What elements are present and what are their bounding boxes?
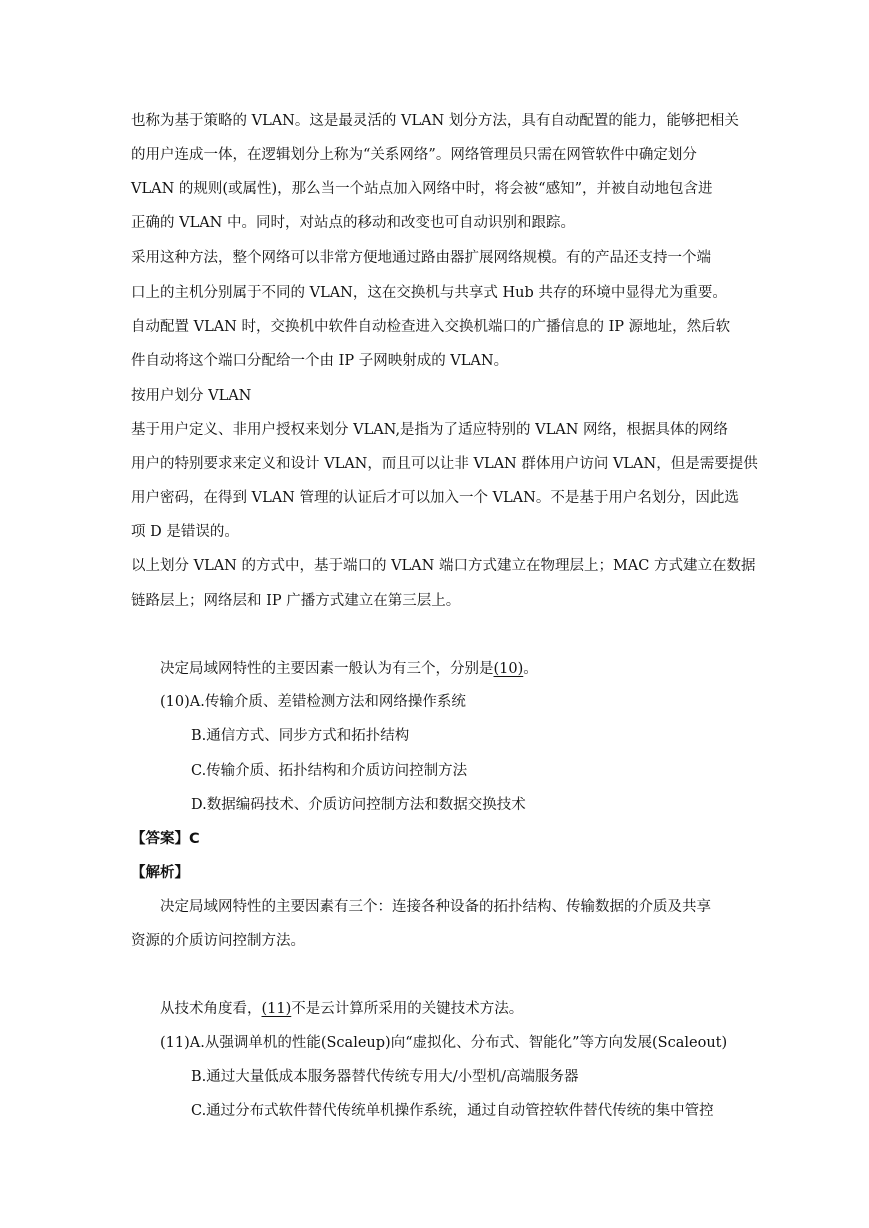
text-line: 链路层上；网络层和 IP 广播方式建立在第三层上。 [131, 593, 461, 609]
text-line: 项 D 是错误的。 [131, 524, 239, 540]
option-a: (10)A.传输介质、差错检测方法和网络操作系统 [160, 694, 466, 710]
text-line: 采用这种方法，整个网络可以非常方便地通过路由器扩展网络规模。有的产品还支持一个端 [131, 250, 711, 266]
analysis-text: 资源的介质访问控制方法。 [131, 933, 305, 949]
answer-label: 【答案】C [131, 831, 200, 847]
text-line: 件自动将这个端口分配给一个由 IP 子网映射成的 VLAN。 [131, 353, 509, 369]
question-stem-text: 从技术角度看， [160, 1001, 262, 1017]
analysis-label: 【解析】 [131, 865, 189, 881]
question-stem-text: 决定局域网特性的主要因素一般认为有三个，分别是 [160, 661, 494, 677]
text-line: 基于用户定义、非用户授权来划分 VLAN,是指为了适应特别的 VLAN 网络，根据具体的网络 [131, 422, 729, 438]
question-stem-end: 。 [523, 661, 538, 677]
question-stem-end: 不是云计算所采用的关键技术方法。 [291, 1001, 524, 1017]
option-c: C.通过分布式软件替代传统单机操作系统，通过自动管控软件替代传统的集中管控 [191, 1103, 714, 1119]
text-line: 正确的 VLAN 中。同时，对站点的移动和改变也可自动识别和跟踪。 [131, 215, 575, 231]
text-line: 的用户连成一体，在逻辑划分上称为“关系网络”。网络管理员只需在网管软件中确定划分 [131, 147, 697, 163]
text-line: VLAN 的规则(或属性)，那么当一个站点加入网络中时，将会被“感知”，并被自动地包含进 [131, 181, 713, 197]
option-b: B.通过大量低成本服务器替代传统专用大/小型机/高端服务器 [191, 1069, 579, 1085]
text-line: 口上的主机分别属于不同的 VLAN，这在交换机与共享式 Hub 共存的环境中显得尤为重要。 [131, 285, 727, 301]
text-line: 用户密码，在得到 VLAN 管理的认证后才可以加入一个 VLAN。不是基于用户名划分，因此选 [131, 490, 739, 506]
text-line: 以上划分 VLAN 的方式中，基于端口的 VLAN 端口方式建立在物理层上；MAC 方式建立在数据 [131, 558, 756, 574]
question-blank: (11) [261, 1001, 292, 1017]
text-line: 自动配置 VLAN 时，交换机中软件自动检查进入交换机端口的广播信息的 IP 源地址，然后软 [131, 319, 731, 335]
option-d: D.数据编码技术、介质访问控制方法和数据交换技术 [191, 797, 526, 813]
question-stem [160, 659, 538, 679]
question-blank: (10) [493, 661, 524, 677]
text-line: 也称为基于策略的 VLAN。这是最灵活的 VLAN 划分方法，具有自动配置的能力，能够把相关 [131, 113, 739, 129]
question-stem [160, 999, 523, 1019]
option-c: C.传输介质、拓扑结构和介质访问控制方法 [191, 763, 468, 779]
option-b: B.通信方式、同步方式和拓扑结构 [191, 728, 410, 744]
analysis-text: 决定局域网特性的主要因素有三个：连接各种设备的拓扑结构、传输数据的介质及共享 [160, 899, 711, 915]
text-line: 用户的特别要求来定义和设计 VLAN，而且可以让非 VLAN 群体用户访问 VLAN，但是需要提供 [131, 456, 758, 472]
section-heading: 按用户划分 VLAN [131, 388, 252, 404]
option-a: (11)A.从强调单机的性能(Scaleup)向“虚拟化、分布式、智能化”等方向发展(Scaleout) [160, 1035, 728, 1051]
